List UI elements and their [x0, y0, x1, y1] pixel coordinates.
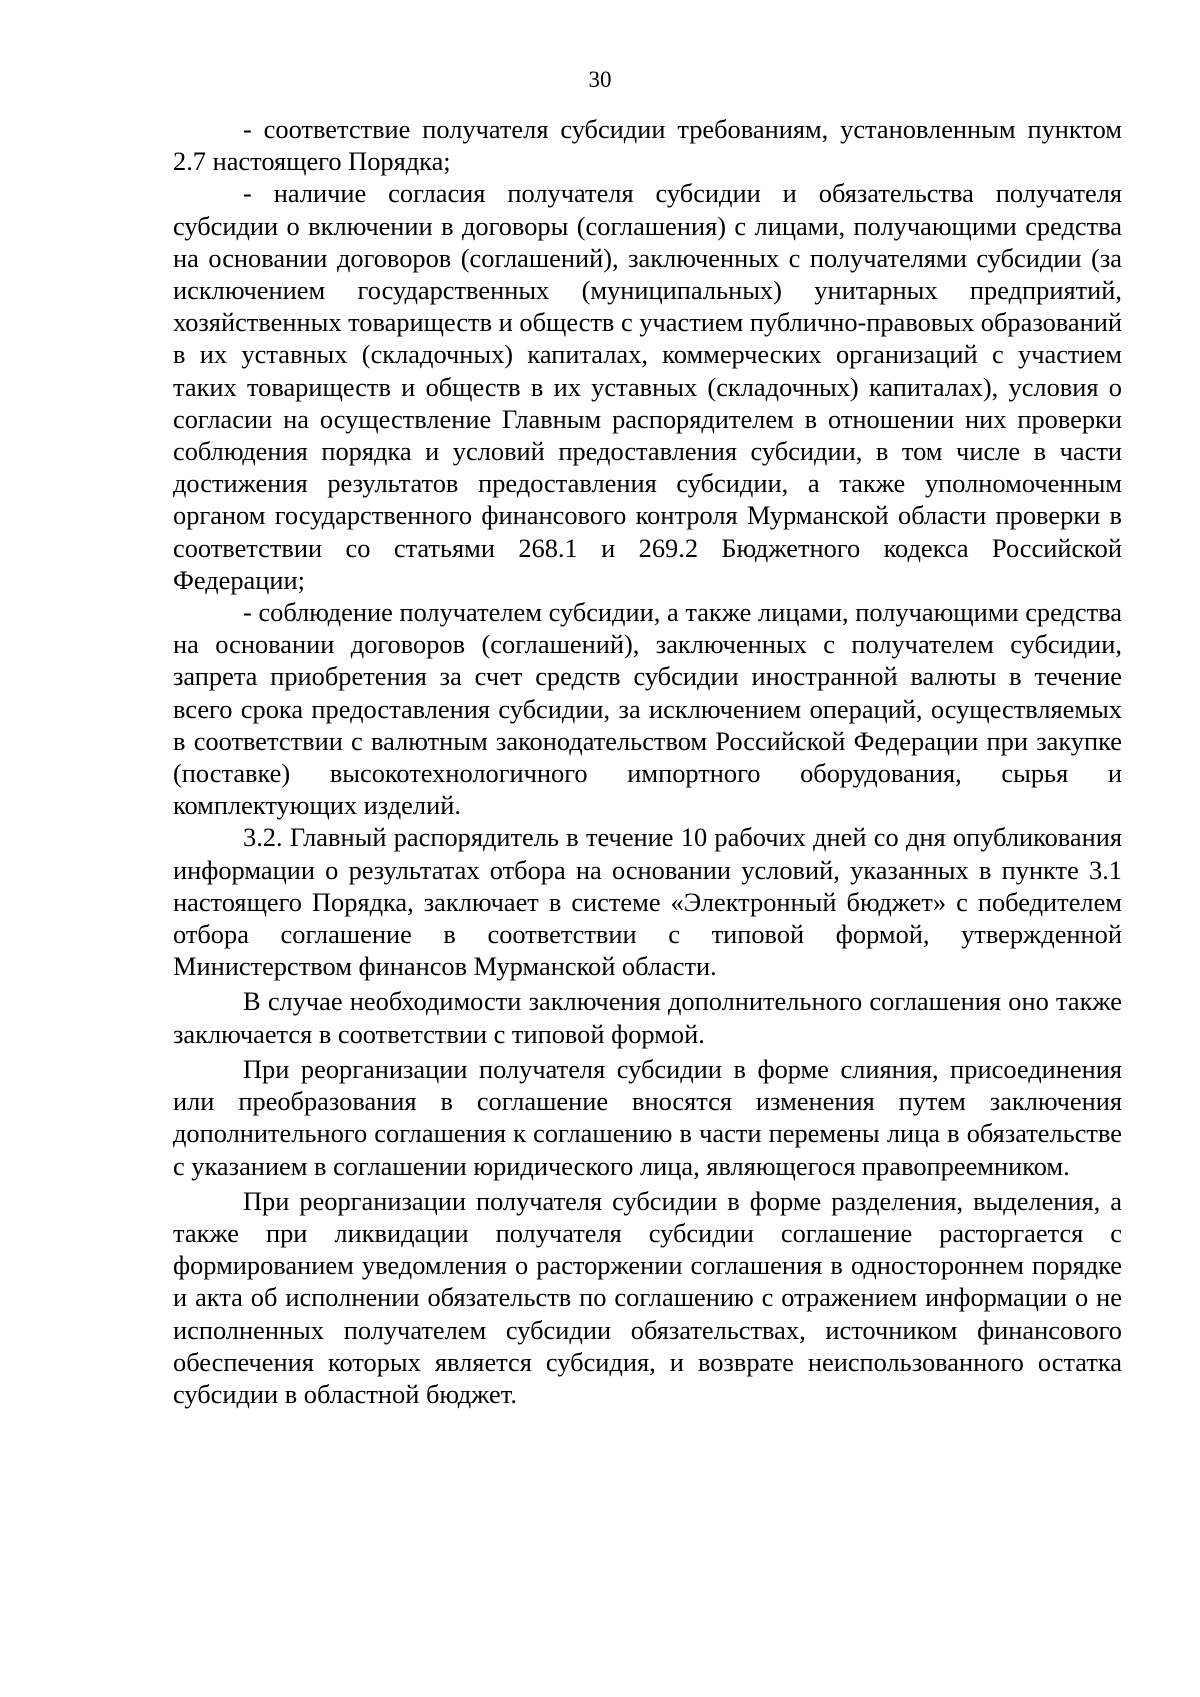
paragraph-compliance-requirements: - соответствие получателя субсидии требованиям, установленным пунктом 2.7 настоящего Порядка; — [173, 114, 1122, 177]
document-body — [173, 113, 1122, 1410]
paragraph-reorganization-merger: При реорганизации получателя субсидии в форме слияния, присоединения или преобразования в соглашение вносятся изменения путем заключения дополнительного соглашения к соглашению в части перемены лица в обязательстве с указанием в соглашении юридического лица, являющегося правопреемником. — [173, 1053, 1122, 1181]
paragraph-consent-to-inspections: - наличие согласия получателя субсидии и обязательства получателя субсидии о включении в договоры (соглашения) с лицами, получающими средства на основании договоров (соглашений), заключенных с получателями субсидии (за исключением государственных (муниципальных) унитарных предприятий, хозяйственных товариществ и обществ с участием публично-правовых образований в их уставных (складочных) капиталах, коммерческих организаций с участием таких товариществ и обществ в их уставных (складочных) капиталах), условия о согласии на осуществление Главным распорядителем в отношении них проверки соблюдения порядка и условий предоставления субсидии, в том числе в части достижения результатов предоставления субсидии, а также уполномоченным органом государственного финансового контроля Мурманской области проверки в соответствии со статьями 268.1 и 269.2 Бюджетного кодекса Российской Федерации; — [173, 178, 1122, 595]
paragraph-reorganization-division: При реорганизации получателя субсидии в форме разделения, выделения, а также при ликвидации получателя субсидии соглашение расторгается с формированием уведомления о расторжении соглашения в одностороннем порядке и акта об исполнении обязательств по соглашению с отражением информации о не исполненных получателем субсидии обязательствах, источником финансового обеспечения которых является субсидия, и возврате неиспользованного остатка субсидии в областной бюджет. — [173, 1185, 1122, 1409]
page-number: 30 — [588, 67, 612, 92]
paragraph-3-2-agreement: 3.2. Главный распорядитель в течение 10 рабочих дней со дня опубликования информации о результатах отбора на основании условий, указанных в пункте 3.1 настоящего Порядка, заключает в системе «Электронный бюджет» с победителем отбора соглашение в соответствии с типовой формой, утвержденной Министерством финансов Мурманской области. — [173, 822, 1122, 982]
paragraph-additional-agreement: В случае необходимости заключения дополнительного соглашения оно также заключается в соответствии с типовой формой. — [173, 986, 1122, 1049]
paragraph-foreign-currency-ban: - соблюдение получателем субсидии, а также лицами, получающими средства на основании договоров (соглашений), заключенных с получателем субсидии, запрета приобретения за счет средств субсидии иностранной валюты в течение всего срока предоставления субсидии, за исключением операций, осуществляемых в соответствии с валютным законодательством Российской Федерации при закупке (поставке) высокотехнологичного импортного оборудования, сырья и комплектующих изделий. — [173, 597, 1122, 821]
